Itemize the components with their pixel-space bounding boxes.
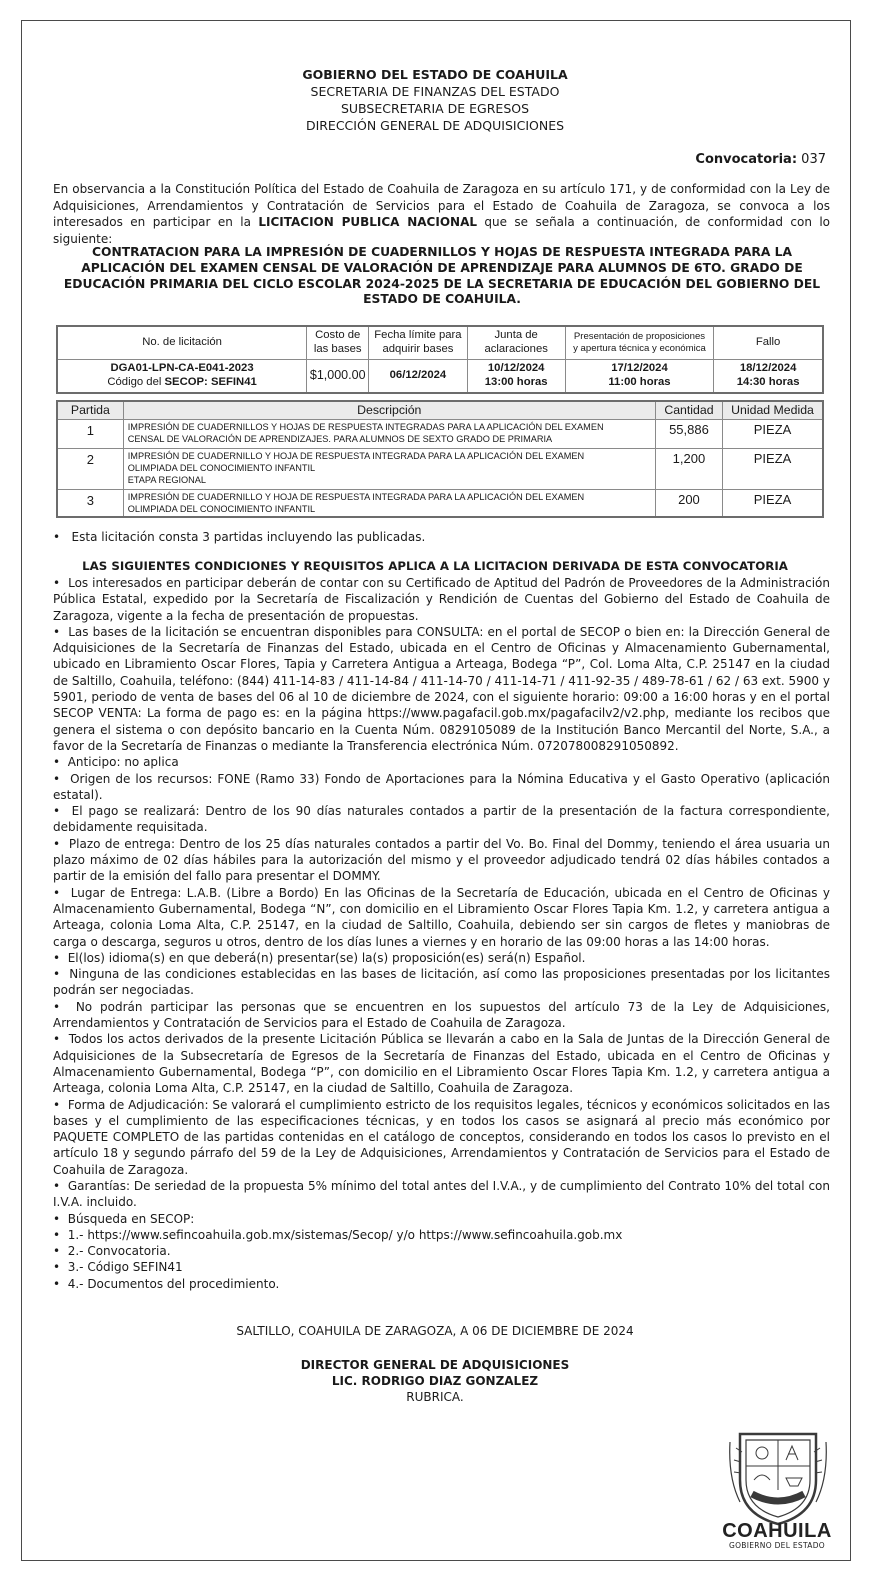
header-presentacion: Presentación de proposiciones y apertura técnica y económica [565,326,713,359]
conditions-title: LAS SIGUIENTES CONDICIONES Y REQUISITOS APLICA A LA LICITACION DERIVADA DE ESTA CONVOCATORIA [82,559,788,573]
signature-block [0,1357,870,1405]
header-partida: Partida [57,401,123,419]
partida-description: IMPRESIÓN DE CUADERNILLO Y HOJA DE RESPUESTA INTEGRADA PARA LA APLICACIÓN DEL EXAMEN OLIMPIADA DEL CONOCIMIENTO INFANTIL ETAPA REGIONAL [123,448,655,489]
partida-unit: PIEZA [723,419,823,448]
header-unidad: Unidad Medida [723,401,823,419]
partida-description: IMPRESIÓN DE CUADERNILLOS Y HOJAS DE RESPUESTA INTEGRADAS PARA LA APLICACIÓN DEL EXAMEN CENSAL DE VALORACIÓN DE APRENDIZAJES. PARA ALUMNOS DE SEXTO GRADO DE PRIMARIA [123,419,655,448]
partida-quantity: 55,886 [655,419,722,448]
signer-name: LIC. RODRIGO DIAZ GONZALEZ [331,1374,539,1388]
signer-title: DIRECTOR GENERAL DE ADQUISICIONES [300,1358,570,1372]
header-cantidad: Cantidad [655,401,722,419]
list-item: • Búsqueda en SECOP: [53,1211,195,1226]
place-date: SALTILLO, COAHUILA DE ZARAGOZA, A 06 DE DICIEMBRE DE 2024 [236,1324,634,1338]
header-direccion: DIRECCIÓN GENERAL DE ADQUISICIONES [305,118,565,133]
licitacion-data-row [57,359,823,393]
document-header [0,66,870,134]
list-item: • Los interesados en participar deberán de contar con su Certificado de Aptitud del Padrón de Proveedores de la Administración Pública Estatal, expedido por la Secretaría de Fiscalización y Rendición de Cuentas del Gobierno del Estado de Coahuila de Zaragoza, vigente a la fecha de presentación de propuestas. [53,576,830,623]
header-no-licitacion: No. de licitación [57,326,307,359]
cell-fecha-limite: 06/12/2024 [369,359,467,393]
table-row [57,419,823,448]
partida-number: 2 [57,448,123,489]
licitacion-table [56,325,824,394]
partidas-note: • Esta licitación consta 3 partidas incluyendo las publicadas. [53,530,426,544]
list-item: • Ninguna de las condiciones establecidas en las bases de licitación, así como las proposiciones presentadas por los licitantes podrán ser negociadas. [53,967,830,998]
cell-presentacion: 17/12/2024 11:00 horas [565,359,713,393]
list-item: • Plazo de entrega: Dentro de los 25 días naturales contados a partir del Vo. Bo. Final del Dommy, teniendo el área usuaria un plazo máximo de 02 días hábiles para la autorización del mismo y el proveedor adjudicado tendrá 02 días hábiles contados a partir de la emisión del fallo para presentar el DOMMY. [53,836,830,884]
logo-name: COAHUILA [722,1520,832,1542]
list-item: • El pago se realizará: Dentro de los 90 días naturales contados a partir de la presentación de la factura correspondiente, debidamente requisitada. [53,804,830,835]
cell-no-licitacion: DGA01-LPN-CA-E041-2023 Código del SECOP: SEFIN41 [57,359,307,393]
list-item: • Origen de los recursos: FONE (Ramo 33) Fondo de Aportaciones para la Nómina Educativa y el Gasto Operativo (aplicación estatal). [53,771,830,802]
header-secretaria: SECRETARIA DE FINANZAS DEL ESTADO [310,84,560,99]
conditions-list [53,575,830,1292]
header-descripcion: Descripción [123,401,655,419]
cell-fallo: 18/12/2024 14:30 horas [714,359,823,393]
table-row [57,448,823,489]
list-item: • 2.- Convocatoria. [53,1244,171,1259]
intro-text-a: En observancia a la Constitución Política del Estado de Coahuila de Zaragoza en su artículo 171, y de conformidad con la Ley de Adquisiciones, Arrendamientos y Contratación de Servicios para el Estado de Coahuila de Zaragoza, se convoca a los interesados en participar en la [53,182,830,229]
partida-number: 3 [57,489,123,517]
partida-quantity: 200 [655,489,722,517]
header-subsecretaria: SUBSECRETARIA DE EGRESOS [340,101,530,116]
intro-paragraph [53,181,830,247]
list-item: • 3.- Código SEFIN41 [53,1260,183,1275]
header-costo: Costo de las bases [307,326,369,359]
list-item: • Garantías: De seriedad de la propuesta 5% mínimo del total antes del I.V.A., y de cumplimiento del Contrato 10% del total con I.V.A. incluido. [53,1178,830,1210]
list-item: • El(los) idioma(s) en que deberá(n) presentar(se) la(s) proposición(es) será(n) Español. [53,950,586,965]
licitacion-header-row [57,326,823,359]
header-government: GOBIERNO DEL ESTADO DE COAHUILA [302,67,568,82]
cell-costo: $1,000.00 [307,359,369,393]
partida-description: IMPRESIÓN DE CUADERNILLO Y HOJA DE RESPUESTA INTEGRADA PARA LA APLICACIÓN DEL EXAMEN OLIMPIADA DEL CONOCIMIENTO INFANTIL [123,489,655,517]
list-item: • Todos los actos derivados de la presente Licitación Pública se llevarán a cabo en la Sala de Juntas de la Dirección General de Adquisiciones de la Subsecretaría de Egresos de la Secretaría de Finanzas del Estado, ubicada en el Centro de Oficinas y Almacenamiento Gubernamental, Bodega “P”, con domicilio en el Libramiento Oscar Flores Tapia Km. 1.2, y carretera antigua a Arteaga, colonia Loma Alta, C.P. 25147, en la ciudad de Saltillo, Coahuila de Zaragoza. [53,1032,830,1096]
contract-object-title: CONTRATACION PARA LA IMPRESIÓN DE CUADERNILLOS Y HOJAS DE RESPUESTA INTEGRADA PARA LA APLICACIÓN DEL EXAMEN CENSAL DE VALORACIÓN DE APRENDIZAJE PARA ALUMNOS DE 6TO. GRADO DE EDUCACIÓN PRIMARIA DEL CICLO ESCOLAR 2024-2025 DE LA SECRETARIA DE EDUCACIÓN DEL GOBIERNO DEL ESTADO DE COAHUILA. [63,245,821,307]
convocatoria-label: Convocatoria: [695,152,798,167]
header-junta: Junta de aclaraciones [467,326,565,359]
list-item: • Anticipo: no aplica [53,755,179,770]
partida-unit: PIEZA [723,489,823,517]
partidas-table [56,400,824,518]
header-fecha-limite: Fecha límite para adquirir bases [369,326,467,359]
coahuila-seal-icon [726,1428,830,1528]
list-item: • Lugar de Entrega: L.A.B. (Libre a Bordo) En las Oficinas de la Secretaría de Educación, ubicada en el Centro de Oficinas y Almacenamiento Gubernamental, Bodega “N”, con domicilio en el Libramiento Oscar Flores Tapia Km. 1.2, y carretera antigua a Arteaga, colonia Loma Alta, C.P. 25147, en la ciudad de Saltillo, Coahuila, debiendo ser sin cargos de fletes y maniobras de carga o descarga, seguros u otros, dentro de los días lunes a viernes y en horario de las 09:00 horas a las 14:00 horas. [53,885,830,949]
convocatoria-number [695,152,826,167]
cell-junta: 10/12/2024 13:00 horas [467,359,565,393]
list-item: • 4.- Documentos del procedimiento. [53,1276,280,1291]
list-item: • No podrán participar las personas que se encuentren en los supuestos del artículo 73 de la Ley de Adquisiciones, Arrendamientos y Contratación de Servicios para el Estado de Coahuila de Zaragoza. [53,999,830,1031]
list-item: • 1.- https://www.sefincoahuila.gob.mx/sistemas/Secop/ y/o https://www.sefincoahuila.gob.mx [53,1227,623,1242]
header-fallo: Fallo [714,326,823,359]
list-item: • Forma de Adjudicación: Se valorará el cumplimiento estricto de los requisitos legales, técnicos y económicos solicitados en las bases y el cumplimiento de las especificaciones técnicas, y en todos los casos se asignará al precio más económico por PAQUETE COMPLETO de las partidas contenidas en el catálogo de conceptos, considerando en todos los casos lo previsto en el artículo 18 y segundo párrafo del 59 de la Ley de Adquisiciones, Arrendamientos y Contratación de Servicios para el Estado de Coahuila de Zaragoza. [53,1097,830,1177]
partida-number: 1 [57,419,123,448]
table-row [57,489,823,517]
partida-quantity: 1,200 [655,448,722,489]
intro-bold: LICITACION PUBLICA NACIONAL [258,215,477,229]
coahuila-logo [712,1520,842,1550]
logo-subtitle: GOBIERNO DEL ESTADO [728,1541,825,1550]
convocatoria-value: 037 [801,152,826,167]
intro-text-b: que se señala a continuación, de conformidad con lo siguiente: [53,215,830,246]
partidas-header-row [57,401,823,419]
partida-unit: PIEZA [723,448,823,489]
rubrica: RUBRICA. [406,1390,464,1404]
list-item: • Las bases de la licitación se encuentran disponibles para CONSULTA: en el portal de SECOP o bien en: la Dirección General de Adquisiciones de la Secretaría de Finanzas del Estado, ubicada en el Centro de Oficinas y Almacenamiento Gubernamental, ubicado en Libramiento Oscar Flores, Tapia y Carretera Antigua a Arteaga, Bodega “P”, Col. Loma Alta, C.P. 25147 en la ciudad de Saltillo, Coahuila, teléfono: (844) 411-14-83 / 411-14-84 / 411-14-70 / 411-14-71 / 411-92-35 / 489-78-61 / 62 / 63 ext. 5900 y 5901, periodo de venta de bases del 06 al 10 de diciembre de 2024, con el siguiente horario: 09:00 a 16:00 horas y en el portal SECOP VENTA: La forma de pago es: en la página https://www.pagafacil.gob.mx/pagafacilv2/v2.php, mediante los recibos que genera el sistema o con depósito bancario en la Cuenta Núm. 0829105089 de la Institución Banco Mercantil del Norte, S.A., a favor de la Secretaría de Finanzas o mediante la Transferencia electrónica Núm. 072078008291050892. [53,624,830,753]
